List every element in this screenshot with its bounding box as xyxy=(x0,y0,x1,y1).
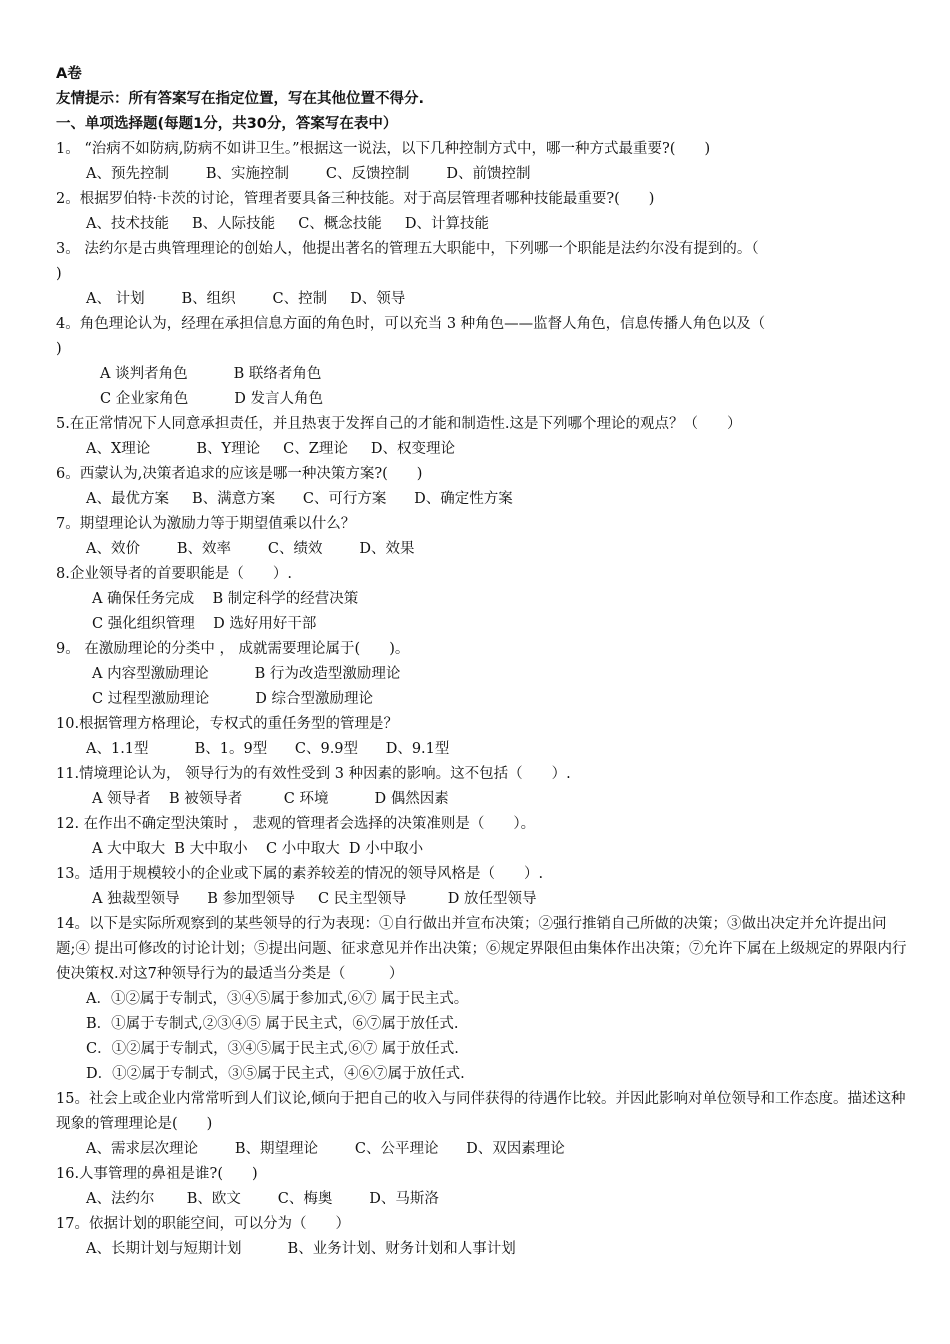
question-options: A、1.1型 B、1。9型 C、9.9型 D、9.1型 xyxy=(86,741,450,757)
question-options: A 确保任务完成 B 制定科学的经营决策 xyxy=(92,591,359,607)
question-stem: 10.根据管理方格理论，专权式的重任务型的管理是？ xyxy=(56,716,399,732)
question-stem: 16.人事管理的鼻祖是谁?( ) xyxy=(56,1166,258,1182)
question-stem: 1。 “治病不如防病,防病不如讲卫生。”根据这一说法，以下几种控制方式中，哪一种方式最重要?( ) xyxy=(56,141,711,157)
question-stem: 4。角色理论认为，经理在承担信息方面的角色时，可以充当 3 种角色——监督人角色，信息传播人角色以及（ xyxy=(56,316,766,332)
question-options: C 过程型激励理论 D 综合型激励理论 xyxy=(92,691,374,707)
question-stem: 7。期望理论认为激励力等于期望值乘以什么？ xyxy=(56,516,356,532)
question-options: A 大中取大 B 大中取小 C 小中取大 D 小中取小 xyxy=(92,841,424,857)
question-stem: 6。西蒙认为,决策者追求的应该是哪一种决策方案?( ) xyxy=(56,466,423,482)
question-options: A 领导者 B 被领导者 C 环境 D 偶然因素 xyxy=(92,791,449,807)
question-options: A 内容型激励理论 B 行为改造型激励理论 xyxy=(92,666,401,682)
question-options: D．①②属于专制式，③⑤属于民主式，④⑥⑦属于放任式. xyxy=(86,1066,465,1082)
question-stem-continued: ) xyxy=(56,266,62,282)
question-stem: 8.企业领导者的首要职能是（ ）. xyxy=(56,566,292,582)
question-options: B．①属于专制式,②③④⑤ 属于民主式，⑥⑦属于放任式. xyxy=(86,1016,459,1032)
question-stem: 15。社会上或企业内常常听到人们议论,倾向于把自己的收入与同伴获得的待遇作比较。并因此影响对单位领导和工作态度。描述这种现象的管理理论是( ) xyxy=(56,1091,906,1132)
question-stem: 12. 在作出不确定型決策时 ， 悲观的管理者会选择的决策准则是（ ）。 xyxy=(56,816,536,832)
question-options: A、X理论 B、Y理论 C、Z理论 D、权变理论 xyxy=(86,441,455,457)
question-options: A、技术技能 B、人际技能 C、概念技能 D、计算技能 xyxy=(86,216,489,232)
question-options: A、效价 B、效率 C、绩效 D、效果 xyxy=(86,541,415,557)
question-stem: 17。依据计划的职能空间，可以分为（ ） xyxy=(56,1216,350,1232)
question-options: A、最优方案 B、满意方案 C、可行方案 D、确定性方案 xyxy=(86,491,513,507)
paper-label: A卷 xyxy=(56,66,82,82)
question-options: C．①②属于专制式，③④⑤属于民主式,⑥⑦ 属于放任式. xyxy=(86,1041,459,1057)
notice-text: 友情提示：所有答案写在指定位置，写在其他位置不得分. xyxy=(56,91,425,107)
question-options: C 强化组织管理 D 选好用好干部 xyxy=(92,616,317,632)
question-stem: 5.在正常情况下人同意承担责任，并且热衷于发挥自己的才能和制造性.这是下列哪个理论的观点？（ ） xyxy=(56,416,742,432)
section-title: 一、单项选择题(每题1分，共30分，答案写在表中） xyxy=(56,116,398,132)
question-stem: 14。以下是实际所观察到的某些领导的行为表现：①自行做出并宣布决策；②强行推销自己所做的决策；③做出决定并允许提出问题;④ 提出可修改的讨论计划；⑤提出问题、征求意见并作出决策；⑥规定界限但由集体作出决策；⑦允许下属在上级规定的界限内行使决策权.对这7种领导行为的最适当分类是（ ） xyxy=(56,916,907,982)
question-options: A、 计划 B、组织 C、控制 D、领导 xyxy=(86,291,406,307)
question-options: A、长期计划与短期计划 B、业务计划、财务计划和人事计划 xyxy=(86,1241,516,1257)
question-stem: 11.情境理论认为， 领导行为的有效性受到 3 种因素的影响。这不包括（ ）. xyxy=(56,766,571,782)
question-options: A 谈判者角色 B 联络者角色 xyxy=(100,366,322,382)
question-stem: 3。 法约尔是古典管理理论的创始人，他提出著名的管理五大职能中，下列哪一个职能是法约尔没有提到的。（ xyxy=(56,241,759,257)
question-options: A、需求层次理论 B、期望理论 C、公平理论 D、双因素理论 xyxy=(86,1141,565,1157)
question-stem-continued: ) xyxy=(56,341,62,357)
question-options: A、法约尔 B、欧文 C、梅奥 D、马斯洛 xyxy=(86,1191,439,1207)
question-options: C 企业家角色 D 发言人角色 xyxy=(100,391,324,407)
question-options: A、预先控制 B、实施控制 C、反馈控制 D、前馈控制 xyxy=(86,166,531,182)
question-stem: 9。 在激励理论的分类中 ， 成就需要理论属于( )。 xyxy=(56,641,410,657)
question-stem: 13。适用于规模较小的企业或下属的素养较差的情况的领导风格是（ ）. xyxy=(56,866,544,882)
question-options: A．①②属于专制式，③④⑤属于参加式,⑥⑦ 属于民主式。 xyxy=(86,991,469,1007)
question-options: A 独裁型领导 B 参加型领导 C 民主型领导 D 放任型领导 xyxy=(92,891,537,907)
question-stem: 2。根据罗伯特·卡茨的讨论，管理者要具备三种技能。对于高层管理者哪种技能最重要?( ) xyxy=(56,191,655,207)
